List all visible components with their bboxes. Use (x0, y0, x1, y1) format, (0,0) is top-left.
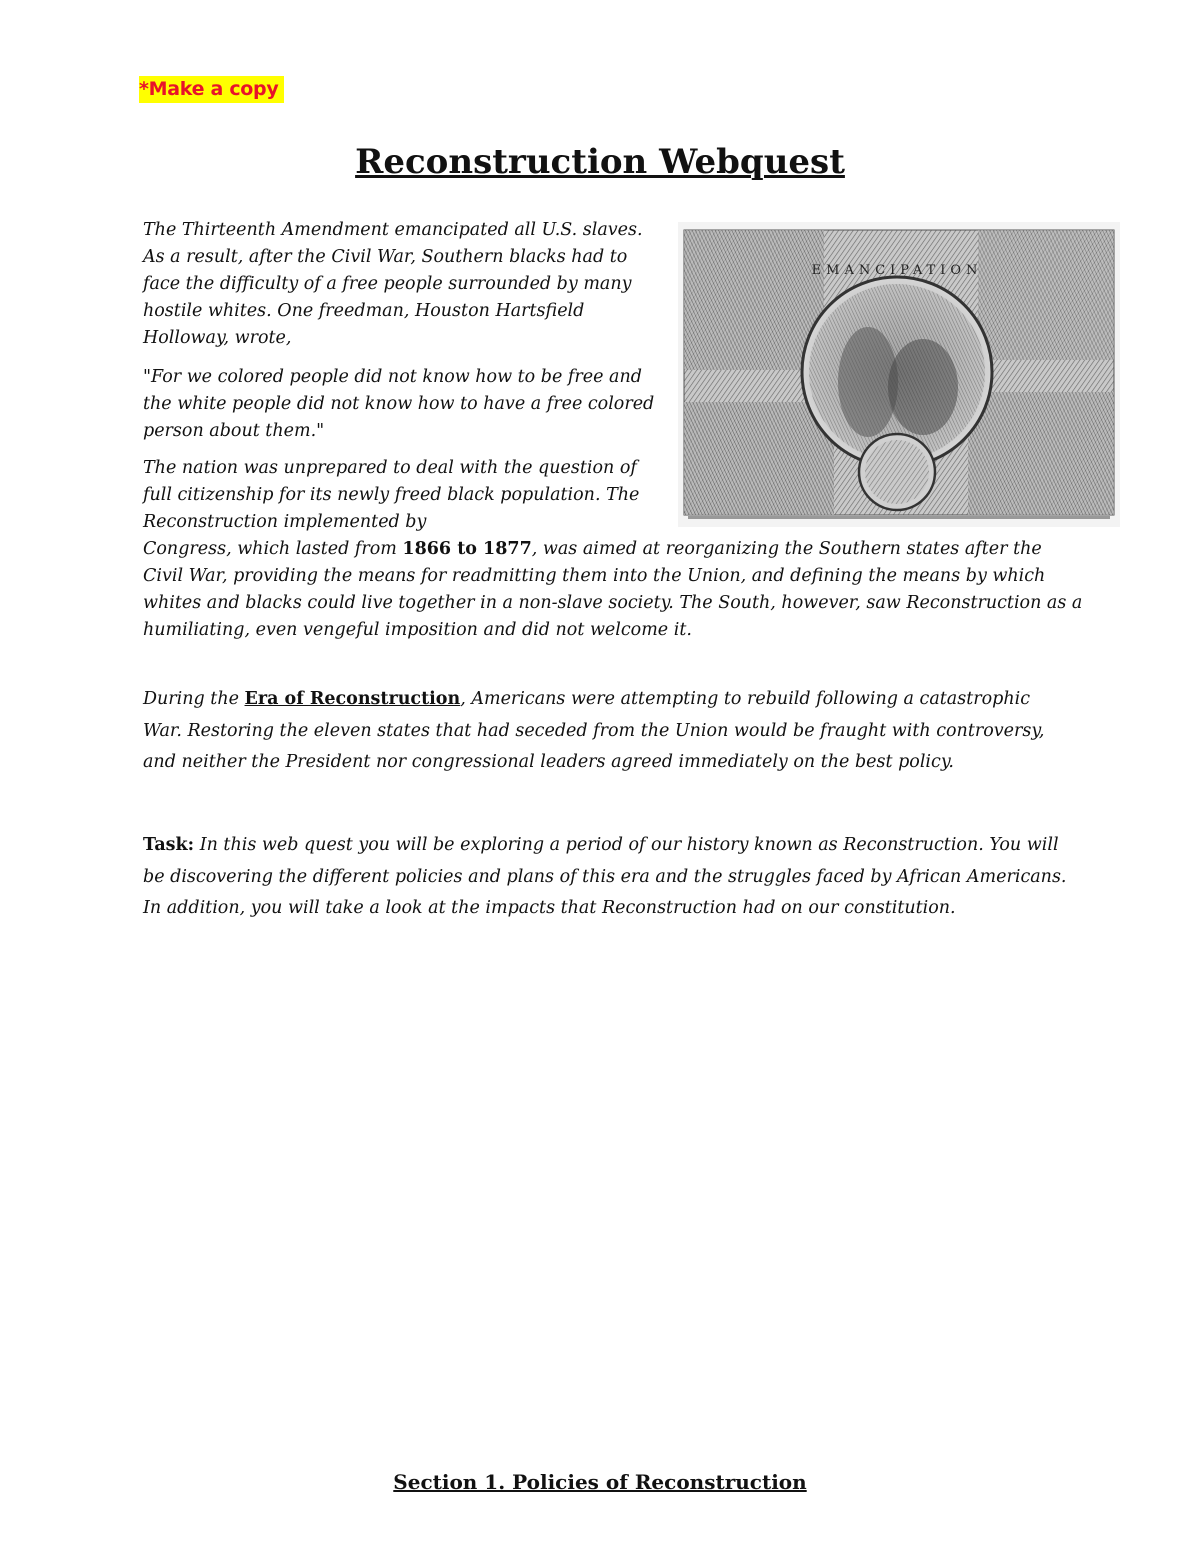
task-paragraph (143, 830, 1073, 925)
task-label: Task: (143, 835, 195, 855)
citizenship-paragraph-end (143, 536, 1083, 644)
citizenship-text-pre: Congress, which lasted from (143, 539, 403, 559)
era-text-post: , Americans were attempting to rebuild following a catastrophic War. Restoring the eleven states that had seceded from the Union would be fraught with controversy, and neither the President nor congressional leaders agreed immediately on the best policy. (143, 689, 1045, 772)
section-1-heading: Section 1. Policies of Reconstruction (393, 1470, 807, 1494)
era-paragraph (143, 684, 1073, 779)
citizenship-text-post: , was aimed at reorganizing the Southern states after the Civil War, providing the means for readmitting them into the Union, and defining the means by which whites and blacks could live together in a non-slave society. The South, however, saw Reconstruction as a humiliating, even vengeful imposition and did not welcome it. (143, 539, 1083, 640)
holloway-quote: "For we colored people did not know how to be free and the white people did not know how to have a free colored person about them." (143, 367, 655, 441)
era-text-pre: During the (143, 689, 245, 709)
emancipation-illustration (678, 222, 1120, 527)
intro-paragraph: The Thirteenth Amendment emancipated all U.S. slaves. As a result, after the Civil War, Southern blacks had to face the difficulty of a free people surrounded by many hostile whites. One freedman, Houston Hartsfield Holloway, wrote, (143, 220, 643, 348)
citizenship-paragraph-start: The nation was unprepared to deal with the question of full citizenship for its newly freed black population. The Reconstruction implemented by (143, 458, 640, 532)
reconstruction-years: 1866 to 1877 (402, 539, 532, 559)
make-copy-note: *Make a copy (139, 76, 284, 103)
task-text: In this web quest you will be exploring a period of our history known as Reconstruction. You will be discovering the different policies and plans of this era and the struggles faced by African Americans. In addition, you will take a look at the impacts that Reconstruction had on our constitution. (143, 835, 1067, 918)
era-of-reconstruction-link[interactable]: Era of Reconstruction (244, 689, 461, 709)
emancipation-label: EMANCIPATION (811, 263, 983, 278)
page-title: Reconstruction Webquest (355, 142, 845, 182)
